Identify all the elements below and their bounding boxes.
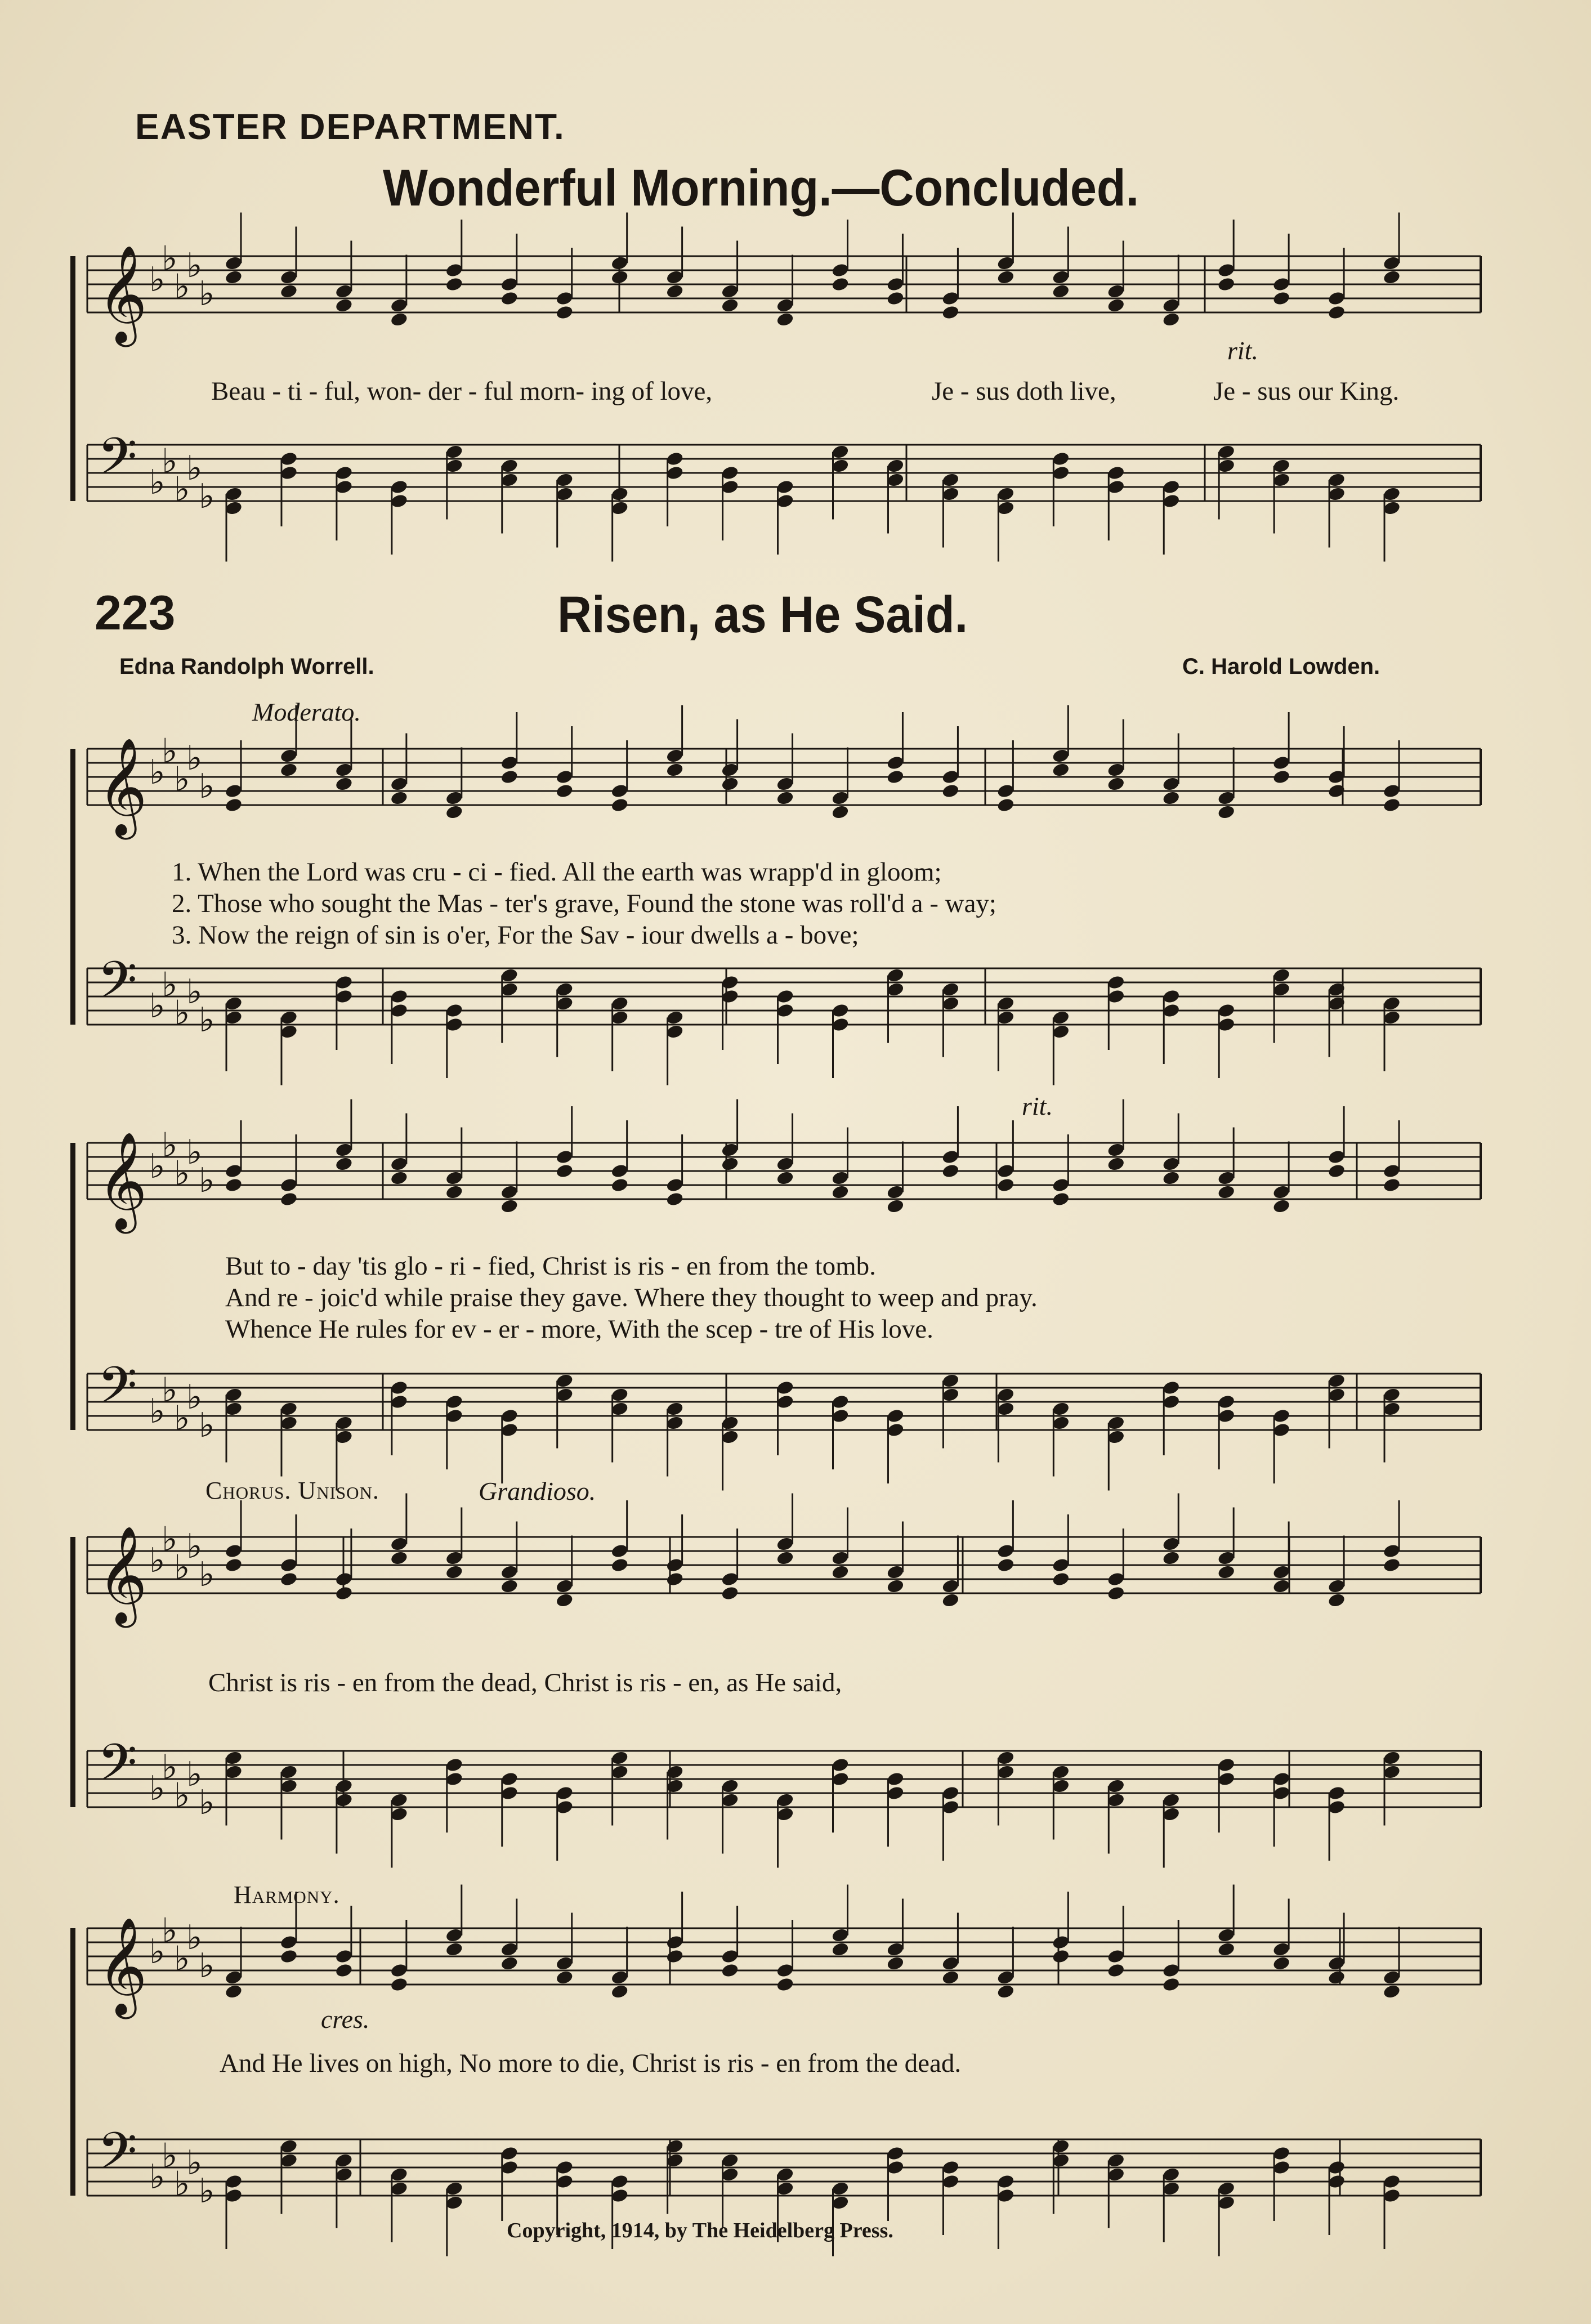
flat-icon: ♭ — [174, 1398, 190, 1438]
chorus-lyric: Christ is ris - en from the dead, Christ is ris - en, as He said, — [208, 1668, 842, 1697]
flat-icon: ♭ — [199, 1406, 215, 1445]
flat-icon: ♭ — [149, 986, 166, 1026]
department-header: EASTER DEPARTMENT. — [135, 106, 565, 147]
notehead — [500, 1578, 519, 1594]
notehead — [500, 1198, 519, 1214]
notehead — [445, 276, 463, 292]
notehead — [1162, 311, 1181, 327]
flat-icon: ♭ — [186, 1918, 203, 1957]
notehead — [996, 1177, 1015, 1193]
notehead — [941, 1592, 960, 1608]
notehead — [555, 783, 574, 799]
notehead — [1217, 804, 1236, 820]
hymn-number: 223 — [95, 586, 176, 640]
flat-icon: ♭ — [174, 1548, 190, 1588]
treble-clef-icon: 𝄞 — [97, 738, 148, 835]
flat-icon: ♭ — [162, 1748, 178, 1787]
notehead — [1052, 283, 1070, 299]
flat-icon: ♭ — [174, 1776, 190, 1816]
notehead — [279, 1571, 298, 1587]
notehead — [665, 1191, 684, 1207]
notehead — [1217, 1941, 1236, 1957]
notehead — [1328, 305, 1346, 320]
flat-icon: ♭ — [149, 2157, 166, 2197]
notehead — [334, 297, 353, 313]
notehead — [1052, 1191, 1070, 1207]
notehead — [776, 311, 794, 327]
notehead — [941, 1163, 960, 1179]
notehead — [610, 269, 629, 285]
bass-clef-icon: 𝄢 — [97, 2121, 137, 2193]
notehead — [555, 1969, 574, 1985]
flat-icon: ♭ — [174, 470, 190, 510]
treble-clef-icon: 𝄞 — [97, 1526, 148, 1624]
notehead — [390, 1977, 408, 1992]
author-credit: Edna Randolph Worrell. — [119, 654, 374, 679]
flat-icon: ♭ — [186, 2143, 203, 2183]
flat-icon: ♭ — [162, 731, 178, 771]
flat-icon: ♭ — [199, 767, 215, 806]
notehead — [445, 1564, 463, 1580]
verse1-line1: 1. When the Lord was cru - ci - fied. All the earth was wrapp'd in gloom; — [172, 857, 942, 887]
verse2-line2: And re - joic'd while praise they gave. Where they thought to weep and pray. — [225, 1283, 1038, 1312]
notehead — [1052, 1948, 1070, 1964]
notehead — [445, 1184, 463, 1200]
treble-clef-icon: 𝄞 — [97, 1132, 148, 1230]
notehead — [224, 797, 243, 813]
notehead — [279, 283, 298, 299]
notehead — [776, 1170, 794, 1186]
flat-icon: ♭ — [149, 260, 166, 300]
hymn-title: Risen, as He Said. — [557, 586, 968, 643]
notehead — [224, 269, 243, 285]
flat-icon: ♭ — [186, 246, 203, 285]
harmony-label: Harmony. — [234, 1881, 340, 1909]
flat-icon: ♭ — [149, 1147, 166, 1186]
notehead — [941, 1969, 960, 1985]
flat-icon: ♭ — [174, 1939, 190, 1979]
notehead — [1162, 1170, 1181, 1186]
notehead — [279, 1948, 298, 1964]
notehead — [1272, 290, 1291, 306]
flat-icon: ♭ — [174, 2164, 190, 2204]
notehead — [334, 1963, 353, 1978]
notehead — [334, 776, 353, 792]
flat-icon: ♭ — [149, 1541, 166, 1580]
flat-icon: ♭ — [186, 739, 203, 778]
notehead — [776, 1550, 794, 1566]
notehead — [1382, 1177, 1401, 1193]
notehead — [1107, 1585, 1125, 1601]
notehead — [886, 1955, 905, 1971]
system-brace — [70, 749, 75, 1025]
flat-icon: ♭ — [199, 1000, 215, 1040]
verse3-line2: Whence He rules for ev - er - more, With the scep - tre of His love. — [225, 1315, 933, 1344]
notehead — [1382, 1557, 1401, 1573]
treble-clef-icon: 𝄞 — [97, 245, 148, 343]
notehead — [500, 290, 519, 306]
notehead — [390, 790, 408, 806]
notehead — [1272, 1198, 1291, 1214]
notehead — [996, 269, 1015, 285]
flat-icon: ♭ — [174, 993, 190, 1033]
composer-credit: C. Harold Lowden. — [1182, 654, 1380, 679]
notehead — [500, 769, 519, 785]
notehead — [996, 797, 1015, 813]
flat-icon: ♭ — [162, 2136, 178, 2176]
notehead — [1217, 1564, 1236, 1580]
notehead — [610, 1557, 629, 1573]
notehead — [610, 797, 629, 813]
flat-icon: ♭ — [186, 972, 203, 1012]
notehead — [1382, 797, 1401, 813]
notehead — [279, 1191, 298, 1207]
notehead — [886, 1578, 905, 1594]
chorus-tempo: Grandioso. — [479, 1477, 596, 1505]
notehead — [1272, 769, 1291, 785]
chorus-label: Chorus. Unison. — [205, 1477, 379, 1504]
notehead — [996, 1557, 1015, 1573]
notehead — [776, 790, 794, 806]
flat-icon: ♭ — [162, 965, 178, 1005]
notehead — [1272, 1578, 1291, 1594]
notehead — [665, 762, 684, 777]
notehead — [555, 1592, 574, 1608]
system-brace — [70, 256, 75, 501]
notehead — [721, 1156, 739, 1172]
flat-icon: ♭ — [162, 441, 178, 481]
notehead — [1107, 297, 1125, 313]
flat-icon: ♭ — [199, 1555, 215, 1594]
notehead — [1328, 1969, 1346, 1985]
harmony-lyric: And He lives on high, No more to die, Christ is ris - en from the dead. — [220, 2049, 962, 2078]
flat-icon: ♭ — [149, 1769, 166, 1808]
flat-icon: ♭ — [199, 1946, 215, 1986]
flat-icon: ♭ — [149, 1392, 166, 1431]
notehead — [1107, 1963, 1125, 1978]
flat-icon: ♭ — [186, 1133, 203, 1172]
copyright-notice: Copyright, 1914, by The Heidelberg Press. — [507, 2219, 893, 2242]
cres-marking: cres. — [321, 2005, 370, 2034]
system-brace — [70, 1143, 75, 1430]
notehead — [941, 783, 960, 799]
notehead — [721, 776, 739, 792]
notehead — [831, 1941, 850, 1957]
notehead — [886, 290, 905, 306]
notehead — [1052, 1571, 1070, 1587]
bass-clef-icon: 𝄢 — [97, 1733, 137, 1805]
notehead — [1162, 1977, 1181, 1992]
notehead — [776, 1977, 794, 1992]
flat-icon: ♭ — [199, 477, 215, 516]
notehead — [334, 1156, 353, 1172]
flat-icon: ♭ — [186, 1378, 203, 1417]
flat-icon: ♭ — [199, 2171, 215, 2211]
tempo-marking: Moderato. — [252, 698, 361, 726]
flat-icon: ♭ — [186, 1527, 203, 1566]
notehead — [886, 769, 905, 785]
previous-hymn-lyric-3: Je - sus our King. — [1213, 377, 1400, 406]
treble-clef-icon: 𝄞 — [97, 1917, 148, 2015]
notehead — [721, 1963, 739, 1978]
notehead — [555, 1163, 574, 1179]
flat-icon: ♭ — [149, 753, 166, 792]
system-brace — [70, 1537, 75, 1807]
notehead — [500, 1955, 519, 1971]
notehead — [279, 762, 298, 777]
flat-icon: ♭ — [162, 1370, 178, 1410]
notehead — [445, 1941, 463, 1957]
notehead — [831, 1564, 850, 1580]
flat-icon: ♭ — [199, 1783, 215, 1822]
flat-icon: ♭ — [162, 1519, 178, 1559]
notehead — [610, 1983, 629, 1999]
flat-icon: ♭ — [174, 759, 190, 799]
flat-icon: ♭ — [162, 239, 178, 279]
flat-icon: ♭ — [174, 267, 190, 307]
notehead — [224, 1177, 243, 1193]
notehead — [1328, 1592, 1346, 1608]
notehead — [665, 1571, 684, 1587]
bass-clef-icon: 𝄢 — [97, 427, 137, 499]
notehead — [1382, 269, 1401, 285]
flat-icon: ♭ — [149, 463, 166, 502]
notehead — [1328, 1163, 1346, 1179]
notehead — [1217, 276, 1236, 292]
bass-clef-icon: 𝄢 — [97, 1356, 137, 1428]
notehead — [334, 1585, 353, 1601]
previous-hymn-lyric-2: Je - sus doth live, — [932, 377, 1116, 406]
rit-marking-2: rit. — [1022, 1092, 1053, 1120]
verse2-line1: 2. Those who sought the Mas - ter's grave, Found the stone was roll'd a - way; — [172, 889, 996, 918]
notehead — [610, 1177, 629, 1193]
flat-icon: ♭ — [199, 274, 215, 314]
notehead — [1162, 1550, 1181, 1566]
flat-icon: ♭ — [162, 1125, 178, 1165]
previous-hymn-title: Wonderful Morning.—Concluded. — [383, 159, 1139, 217]
notehead — [665, 1948, 684, 1964]
rit-marking-1: rit. — [1227, 336, 1258, 365]
notehead — [721, 1585, 739, 1601]
flat-icon: ♭ — [149, 1932, 166, 1972]
notehead — [886, 1198, 905, 1214]
notehead — [831, 276, 850, 292]
notehead — [1217, 1184, 1236, 1200]
flat-icon: ♭ — [162, 1911, 178, 1951]
verse1-line2: But to - day 'tis glo - ri - fied, Christ is ris - en from the tomb. — [225, 1252, 876, 1281]
flat-icon: ♭ — [199, 1161, 215, 1200]
notehead — [1107, 776, 1125, 792]
notehead — [390, 1550, 408, 1566]
previous-hymn-lyric-1: Beau - ti - ful, won- der - ful morn- ing of love, — [211, 377, 713, 406]
notehead — [941, 305, 960, 320]
flat-icon: ♭ — [186, 449, 203, 488]
notehead — [224, 1983, 243, 1999]
bass-clef-icon: 𝄢 — [97, 950, 137, 1022]
notehead — [1107, 1156, 1125, 1172]
verse3-line1: 3. Now the reign of sin is o'er, For the Sav - iour dwells a - bove; — [172, 920, 859, 950]
notehead — [1272, 1955, 1291, 1971]
notehead — [721, 297, 739, 313]
notehead — [390, 1170, 408, 1186]
notehead — [555, 305, 574, 320]
notehead — [1052, 762, 1070, 777]
flat-icon: ♭ — [174, 1154, 190, 1194]
notehead — [996, 1983, 1015, 1999]
flat-icon: ♭ — [186, 1755, 203, 1794]
notehead — [1382, 1983, 1401, 1999]
system-brace — [70, 1928, 75, 2196]
notehead — [224, 1557, 243, 1573]
notehead — [831, 1184, 850, 1200]
notehead — [1162, 790, 1181, 806]
notehead — [390, 311, 408, 327]
notehead — [445, 804, 463, 820]
notehead — [831, 804, 850, 820]
notehead — [665, 283, 684, 299]
